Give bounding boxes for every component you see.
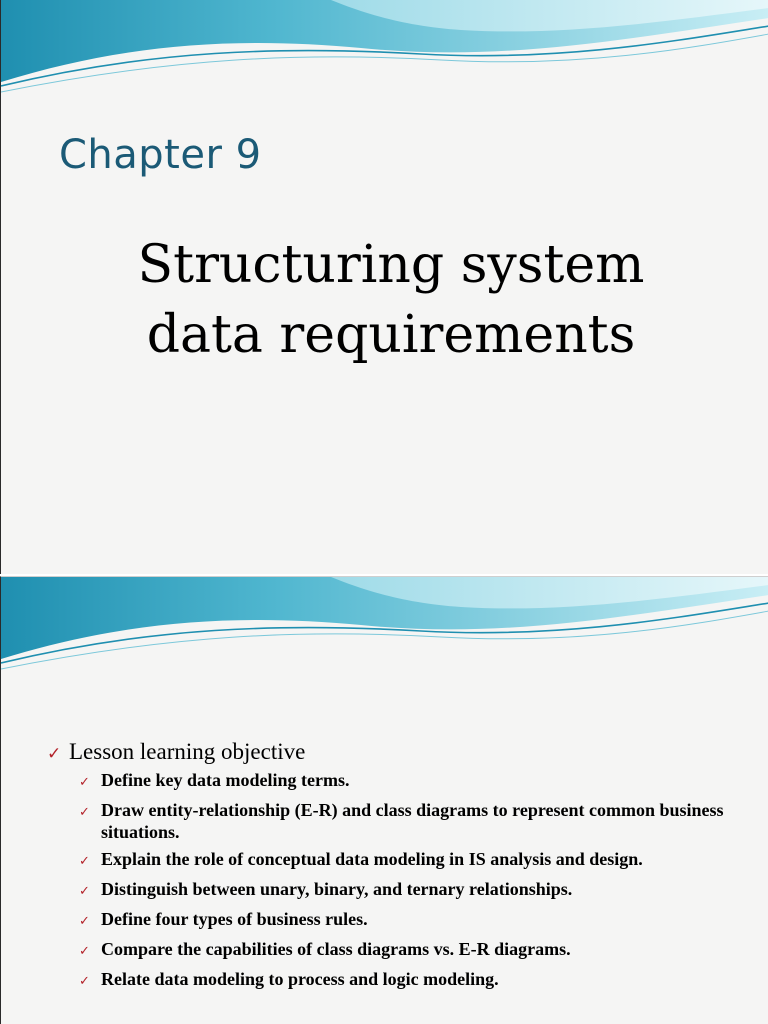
list-item <box>79 848 747 873</box>
objective-text: Define four types of business rules. <box>101 909 368 929</box>
objectives-list <box>47 769 747 993</box>
list-item <box>79 769 747 794</box>
objectives-block <box>47 739 747 998</box>
list-item <box>79 968 747 993</box>
list-item <box>79 938 747 963</box>
chapter-label: Chapter 9 <box>59 132 262 178</box>
check-icon: ✓ <box>79 884 90 899</box>
check-icon: ✓ <box>79 805 90 820</box>
check-icon: ✓ <box>79 974 90 989</box>
objective-text: Relate data modeling to process and logic modeling. <box>101 969 499 989</box>
header-wave-decoration <box>1 577 768 672</box>
title-line-1: Structuring system <box>137 235 645 295</box>
objective-text: Define key data modeling terms. <box>101 770 350 790</box>
objective-text: Explain the role of conceptual data modeling in IS analysis and design. <box>101 849 643 869</box>
objective-text: Draw entity-relationship (E-R) and class diagrams to represent common business situations. <box>101 800 724 842</box>
list-item <box>79 878 747 903</box>
check-icon: ✓ <box>79 854 90 869</box>
header-wave-decoration <box>1 0 768 95</box>
objective-text: Compare the capabilities of class diagrams vs. E-R diagrams. <box>101 939 571 959</box>
check-icon: ✓ <box>79 775 90 790</box>
slide-title <box>91 230 691 370</box>
list-item <box>79 799 747 843</box>
objectives-heading <box>47 739 747 765</box>
list-item <box>79 908 747 933</box>
objectives-heading-text: Lesson learning objective <box>69 739 306 764</box>
check-icon: ✓ <box>47 744 62 764</box>
objective-text: Distinguish between unary, binary, and ternary relationships. <box>101 879 573 899</box>
objectives-slide <box>0 576 768 1024</box>
check-icon: ✓ <box>79 944 90 959</box>
title-line-2: data requirements <box>146 305 636 365</box>
check-icon: ✓ <box>79 914 90 929</box>
